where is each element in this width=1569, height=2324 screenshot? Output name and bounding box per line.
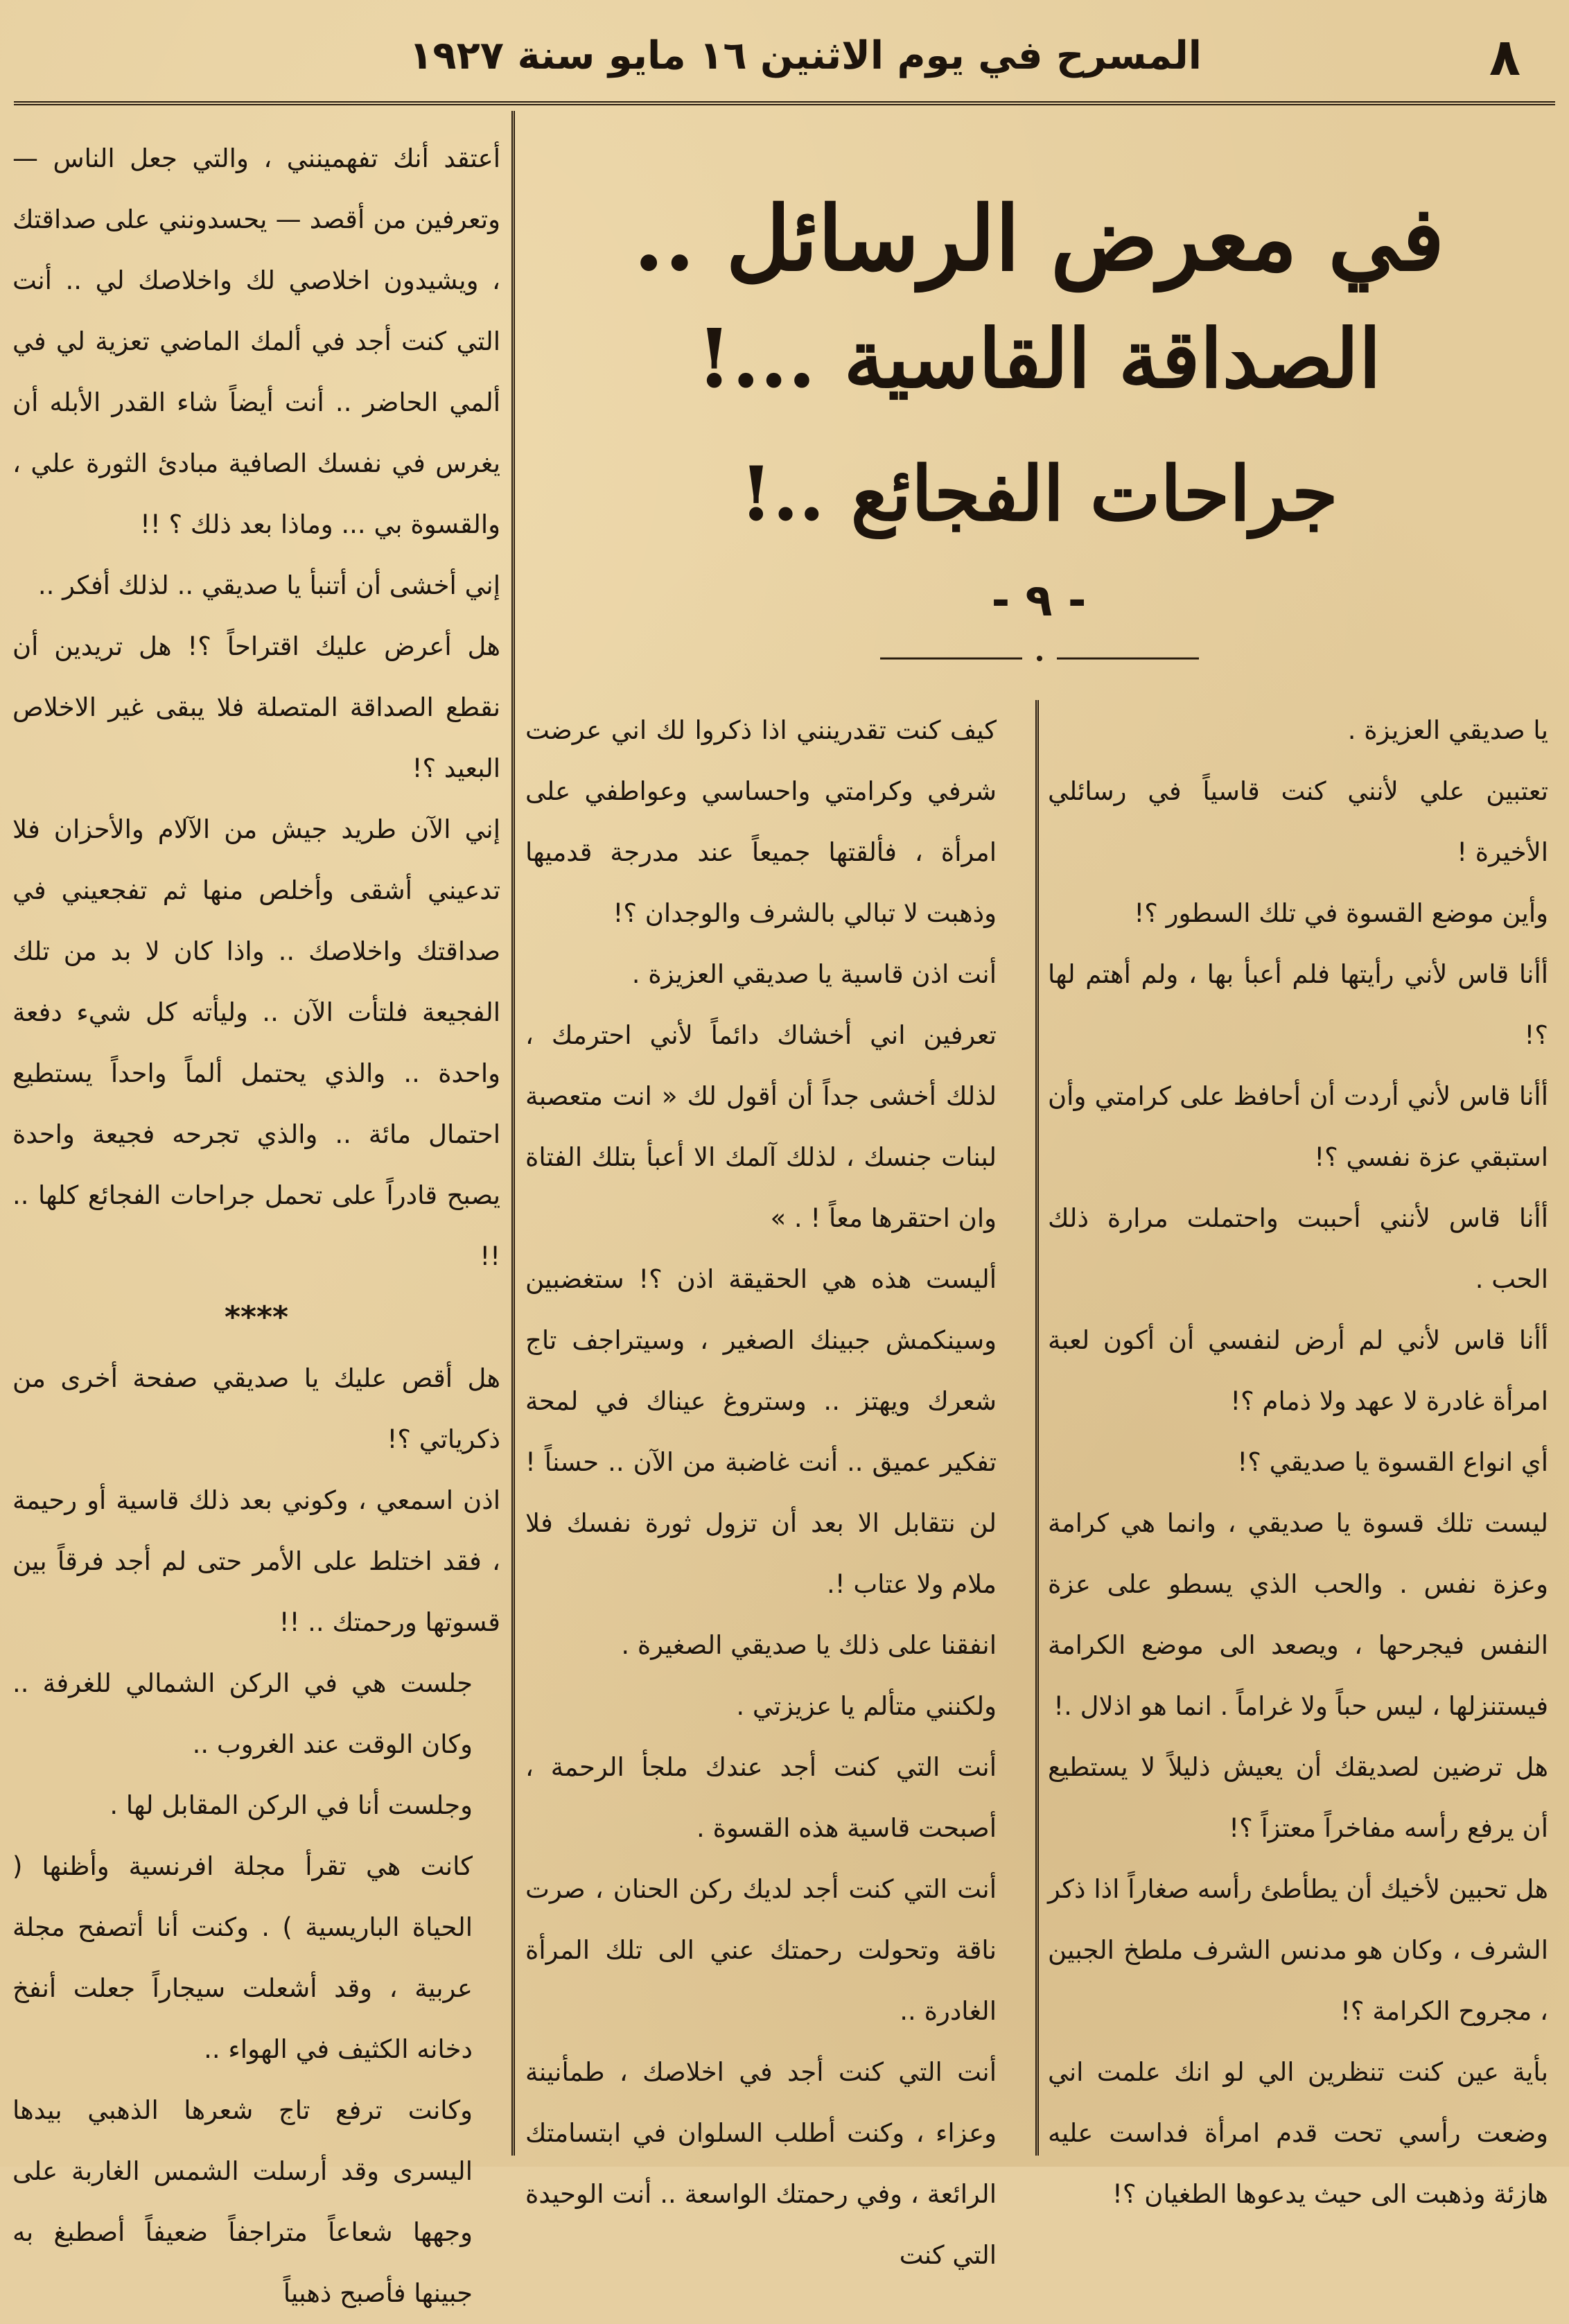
paragraph: أأنا قاس لأنني أحببت واحتملت مرارة ذلك الحب . <box>1048 1203 1548 1294</box>
paragraph: أأنا قاس لأني أردت أن أحافظ على كرامتي وأن استبقي عزة نفسي ؟! <box>1048 1081 1548 1172</box>
paragraph: أنت التي كنت أجد في اخلاصك ، طمأنينة وعزاء ، وكنت أطلب السلوان في ابتسامتك الرائعة ، وفي رحمتك الواسعة .. أنت الوحيدة التي كنت <box>525 2057 997 2270</box>
column-middle <box>525 700 1024 2270</box>
paragraph: انفقنا على ذلك يا صديقي الصغيرة . <box>621 1630 997 1660</box>
paragraph: إني الآن طريد جيش من الآلام والأحزان فلا تدعيني أشقى وأخلص منها ثم تفجعيني في صداقتك واخلاصك .. واذا كان لا بد من تلك الفجيعة فلتأت الآن .. وليأته كل شيء دفعة واحدة .. والذي يحتمل ألماً واحداً يستطيع احتمال مائة .. والذي تجرحه فجيعة واحدة يصبح قادراً على تحمل جراحات الفجائع كلها .. !! <box>12 814 500 1271</box>
paragraph: هل أقص عليك يا صديقي صفحة أخرى من ذكرياتي ؟! <box>12 1363 500 1454</box>
paragraph: وكانت ترفع تاج شعرها الذهبي بيدها اليسرى وقد أرسلت الشمس الغاربة على وجهها شعاعاً متراجفاً ضعيفاً أصطبغ به جبينها فأصبح ذهبياً <box>12 2095 473 2308</box>
headline-secondary: الصداقة القاسية ...! <box>696 312 1381 406</box>
paragraph: وأين موضع القسوة في تلك السطور ؟! <box>1134 898 1548 928</box>
paragraph: تعرفين اني أخشاك دائماً لأني احترمك ، لذلك أخشى جداً أن أقول لك « انت متعصبة لبنات جنسك ، لذلك آلمك الا أعبأ بتلك الفتاة وان احتقرها معاً ! . » <box>525 1020 997 1233</box>
page-number: ٨ <box>1489 28 1520 87</box>
column-divider-right <box>1035 700 1039 2156</box>
paragraph: إني أخشى أن أتنبأ يا صديقي .. لذلك أفكر .. <box>37 570 500 600</box>
page-header <box>14 28 1555 104</box>
paragraph: هل تحبين لأخيك أن يطأطئ رأسه صغاراً اذا ذكر الشرف ، وكان هو مدنس الشرف ملطخ الجبين ، مجروح الكرامة ؟! <box>1048 1874 1548 2026</box>
header-rule <box>14 101 1555 105</box>
column-divider-left <box>511 111 515 2156</box>
ornamental-divider <box>880 655 1199 662</box>
paragraph: أي انواع القسوة يا صديقي ؟! <box>1237 1447 1548 1477</box>
paragraph: أليست هذه هي الحقيقة اذن ؟! ستغضبين وسينكمش جبينك الصغير ، وسيتراجف تاج شعرك ويهتز .. وستروغ عيناك في لمحة تفكير عميق .. أنت غاضبة من الآن .. حسناً ! لن نتقابل الا بعد أن تزول ثورة نفسك فلا ملام ولا عتاب !. <box>525 1264 997 1599</box>
headline-main: في معرض الرسائل .. <box>633 187 1445 291</box>
paragraph: أعتقد أنك تفهمينني ، والتي جعل الناس — وتعرفين من أقصد — يحسدونني على صداقتك ، ويشيدون اخلاصي لك واخلاصك لي .. أنت التي كنت أجد في ألمك الماضي تعزية لي في ألمي الحاضر .. أنت أيضاً شاء القدر الأبله أن يغرس في نفسك الصافية مبادئ الثورة علي ، والقسوة بي ... وماذا بعد ذلك ؟ !! <box>12 143 500 539</box>
paragraph: وجلست أنا في الركن المقابل لها . <box>109 1790 473 1820</box>
paragraph: هل أعرض عليك اقتراحاً ؟! هل تريدين أن نقطع الصداقة المتصلة فلا يبقى غير الاخلاص البعيد ؟! <box>12 631 500 783</box>
section-break-stars: **** <box>224 1300 289 1335</box>
paragraph: جلست هي في الركن الشمالي للغرفة .. وكان الوقت عند الغروب .. <box>12 1668 473 1759</box>
paragraph: أنت التي كنت أجد لديك ركن الحنان ، صرت ناقة وتحولت رحمتك عني الى تلك المرأة الغادرة .. <box>525 1874 997 2026</box>
column-left <box>12 128 500 2308</box>
paragraph: بأية عين كنت تنظرين الي لو انك علمت اني وضعت رأسي تحت قدم امرأة فداست عليه هازئة وذهبت الى حيث يدعوها الطغيان ؟! <box>1048 2057 1548 2209</box>
paragraph: يا صديقي العزيزة . <box>1347 715 1548 745</box>
paragraph: هل ترضين لصديقك أن يعيش ذليلاً لا يستطيع أن يرفع رأسه مفاخراً معتزاً ؟! <box>1048 1752 1548 1843</box>
masthead-dateline: المسرح في يوم الاثنين ١٦ مايو سنة ١٩٢٧ <box>409 33 1202 78</box>
paragraph: أنت التي كنت أجد عندك ملجأ الرحمة ، أصبحت قاسية هذه القسوة . <box>525 1752 997 1843</box>
series-part-number: - ٩ - <box>991 575 1087 627</box>
paragraph: أأنا قاس لأني لم أرض لنفسي أن أكون لعبة امرأة غادرة لا عهد ولا ذمام ؟! <box>1048 1325 1548 1416</box>
headline-tertiary: جراحات الفجائع ..! <box>739 451 1338 538</box>
paragraph: اذن اسمعي ، وكوني بعد ذلك قاسية أو رحيمة ، فقد اختلط على الأمر حتى لم أجد فرقاً بين قسوتها ورحمتك .. !! <box>12 1485 500 1637</box>
paragraph: تعتبين علي لأنني كنت قاسياً في رسائلي الأخيرة ! <box>1048 776 1548 867</box>
paragraph: أأنا قاس لأني رأيتها فلم أعبأ بها ، ولم أهتم لها ؟! <box>1048 959 1548 1050</box>
paragraph: ليست تلك قسوة يا صديقي ، وانما هي كرامة وعزة نفس . والحب الذي يسطو على عزة النفس فيجرحها ، ويصعد الى موضع الكرامة فيستنزلها ، ليس حباً ولا غراماً . انما هو اذلال .! <box>1048 1508 1548 1721</box>
paragraph: ولكنني متألم يا عزيزتي . <box>736 1691 997 1721</box>
column-right <box>1048 700 1548 2209</box>
paragraph: أنت اذن قاسية يا صديقي العزيزة . <box>631 959 997 989</box>
paragraph: كيف كنت تقدرينني اذا ذكروا لك اني عرضت شرفي وكرامتي واحساسي وعواطفي على امرأة ، فألقتها جميعاً عند مدرجة قدميها وذهبت لا تبالي بالشرف والوجدان ؟! <box>525 715 997 928</box>
paragraph: كانت هي تقرأ مجلة افرنسية وأظنها ( الحياة الباريسية ) . وكنت أنا أتصفح مجلة عربية ، وقد أشعلت سيجاراً جعلت أنفخ دخانه الكثيف في الهواء .. <box>12 1851 473 2064</box>
